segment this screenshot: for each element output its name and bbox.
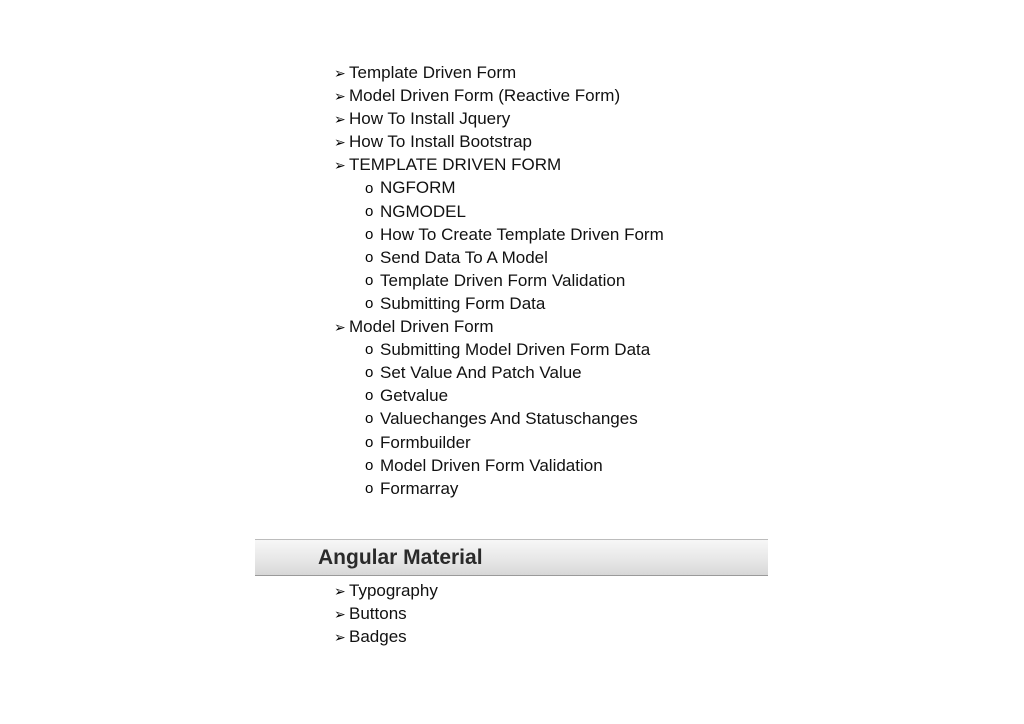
list-item	[334, 315, 664, 338]
list-item	[334, 84, 664, 107]
arrow-bullet-icon: ➢	[334, 64, 346, 81]
arrow-bullet-icon: ➢	[334, 110, 346, 127]
list-item	[334, 107, 664, 130]
circle-bullet-icon: o	[365, 387, 374, 405]
list-item-text: Buttons	[349, 604, 407, 624]
section-heading-bar	[255, 539, 768, 576]
arrow-bullet-icon: ➢	[334, 628, 346, 645]
list-item	[334, 625, 438, 648]
list-item-text: Valuechanges And Statuschanges	[380, 409, 638, 429]
sub-list-item	[334, 246, 664, 269]
list-item-text: Template Driven Form Validation	[380, 270, 626, 290]
circle-bullet-icon: o	[365, 364, 374, 382]
list-item-text: Submitting Form Data	[380, 293, 546, 313]
sub-list-item	[334, 454, 664, 477]
list-item-text: TEMPLATE DRIVEN FORM	[349, 155, 562, 175]
list-item-text: NGMODEL	[380, 201, 466, 221]
arrow-bullet-icon: ➢	[334, 133, 346, 150]
sub-list-item	[334, 223, 664, 246]
sub-list-item	[334, 200, 664, 223]
circle-bullet-icon: o	[365, 433, 374, 451]
section-title: Angular Material	[318, 546, 483, 569]
circle-bullet-icon: o	[365, 248, 374, 266]
arrow-bullet-icon: ➢	[334, 156, 346, 173]
sub-list-item	[334, 292, 664, 315]
circle-bullet-icon: o	[365, 202, 374, 220]
list-item-text: Set Value And Patch Value	[380, 363, 582, 383]
list-item-text: Submitting Model Driven Form Data	[380, 340, 651, 360]
sub-list-item	[334, 384, 664, 407]
list-item-text: Formbuilder	[380, 432, 471, 452]
list-item-text: Send Data To A Model	[380, 247, 548, 267]
arrow-bullet-icon: ➢	[334, 87, 346, 104]
circle-bullet-icon: o	[365, 456, 374, 474]
list-item-text: How To Install Jquery	[349, 109, 511, 129]
sub-list-item	[334, 176, 664, 199]
list-item	[334, 130, 664, 153]
circle-bullet-icon: o	[365, 179, 374, 197]
arrow-bullet-icon: ➢	[334, 318, 346, 335]
circle-bullet-icon: o	[365, 479, 374, 497]
list-item-text: Model Driven Form (Reactive Form)	[349, 86, 621, 106]
circle-bullet-icon: o	[365, 225, 374, 243]
sub-list-item	[334, 338, 664, 361]
list-item-text: How To Create Template Driven Form	[380, 224, 664, 244]
list-item-text: Model Driven Form Validation	[380, 455, 603, 475]
list-item-text: Formarray	[380, 478, 459, 498]
list-item	[334, 602, 438, 625]
list-item-text: Getvalue	[380, 386, 449, 406]
circle-bullet-icon: o	[365, 341, 374, 359]
angular-material-list	[334, 579, 438, 648]
sub-list-item	[334, 269, 664, 292]
list-item-text: Template Driven Form	[349, 63, 517, 82]
list-item	[334, 61, 664, 84]
arrow-bullet-icon: ➢	[334, 605, 346, 622]
list-item-text: Typography	[349, 581, 438, 600]
circle-bullet-icon: o	[365, 271, 374, 289]
course-outline-list	[334, 61, 664, 500]
sub-list-item	[334, 431, 664, 454]
list-item-text: How To Install Bootstrap	[349, 132, 532, 152]
sub-list-item	[334, 361, 664, 384]
sub-list-item	[334, 477, 664, 500]
list-item-text: Badges	[349, 627, 407, 647]
list-item	[334, 153, 664, 176]
circle-bullet-icon: o	[365, 410, 374, 428]
circle-bullet-icon: o	[365, 294, 374, 312]
list-item-text: Model Driven Form	[349, 317, 494, 337]
list-item	[334, 579, 438, 602]
sub-list-item	[334, 407, 664, 430]
arrow-bullet-icon: ➢	[334, 582, 346, 599]
list-item-text: NGFORM	[380, 178, 456, 198]
